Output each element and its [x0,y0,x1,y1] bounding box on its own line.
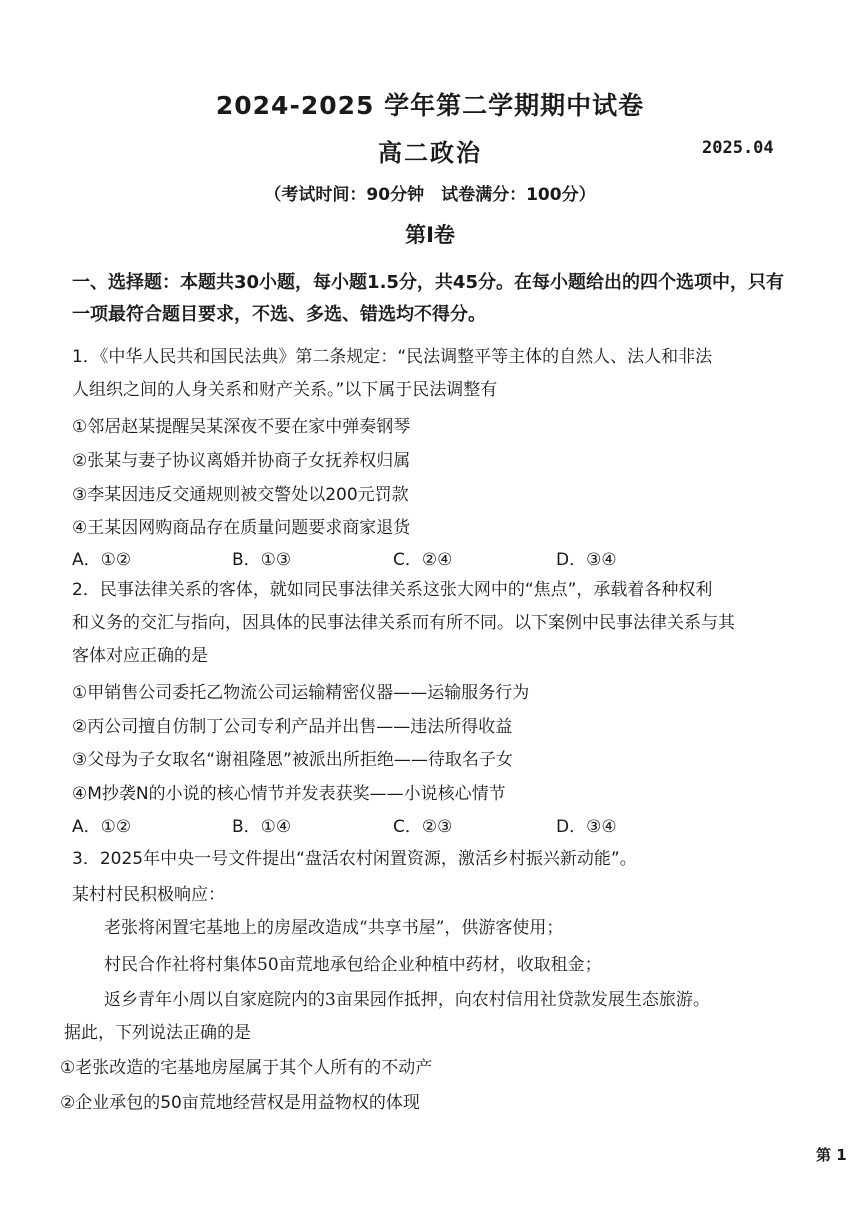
exam-title: 2024-2025 学年第二学期期中试卷 [215,91,645,120]
q2-stem-line-1: 2．民事法律关系的客体，就如同民事法律关系这张大网中的“焦点”，承载着各种权利 [72,580,713,600]
q2-option-b: B．①④ [232,817,292,837]
q3-stem-line-1: 3．2025年中央一号文件提出“盘活农村闲置资源，激活乡村振兴新动能”。 [72,849,637,869]
q1-option-d: D．③④ [556,550,617,570]
q2-item-3: ③父母为子女取名“谢祖隆恩”被派出所拒绝——待取名子女 [72,750,513,770]
q2-item-2: ②丙公司擅自仿制丁公司专利产品并出售——违法所得收益 [72,717,513,737]
q1-item-2: ②张某与妻子协议离婚并协商子女抚养权归属 [72,451,411,471]
section-heading: 一、选择题：本题共30小题，每小题1.5分，共45分。在每小题给出的四个选项中，只有一项最符合题目要求，不选、多选、错选均不得分。 [72,272,784,325]
q1-item-3: ③李某因违反交通规则被交警处以200元罚款 [72,485,409,505]
q1-option-b: B．①③ [232,550,292,570]
q3-stem-line-2: 某村村民积极响应： [72,885,225,905]
q2-item-1: ①甲销售公司委托乙物流公司运输精密仪器——运输服务行为 [72,683,530,703]
q2-option-d: D．③④ [556,817,617,837]
q3-prompt: 据此，下列说法正确的是 [64,1023,251,1043]
page-number: 第 1 [816,1146,847,1164]
q1-option-a: A．①② [72,550,132,570]
q3-material-1: 老张将闲置宅基地上的房屋改造成“共享书屋”，供游客使用； [104,918,564,938]
q2-option-a: A．①② [72,817,132,837]
q1-stem-line-1: 1．《中华人民共和国民法典》第二条规定：“民法调整平等主体的自然人、法人和非法 [72,347,713,367]
exam-info: （考试时间：90分钟 试卷满分：100分） [264,185,596,205]
q3-item-2: ②企业承包的50亩荒地经营权是用益物权的体现 [60,1093,420,1113]
q3-material-3: 返乡青年小周以自家庭院内的3亩果园作抵押，向农村信用社贷款发展生态旅游。 [104,990,710,1010]
q1-stem-line-2: 人组织之间的人身关系和财产关系。”以下属于民法调整有 [72,380,498,400]
part-heading: 第Ⅰ卷 [405,223,455,247]
q2-stem-line-3: 客体对应正确的是 [72,646,208,666]
q2-option-c: C．②③ [393,817,453,837]
q1-option-c: C．②④ [393,550,453,570]
q2-item-4: ④M抄袭N的小说的核心情节并发表获奖——小说核心情节 [72,784,506,804]
q3-material-2: 村民合作社将村集体50亩荒地承包给企业种植中药材，收取租金； [104,955,602,975]
q3-item-1: ①老张改造的宅基地房屋属于其个人所有的不动产 [60,1058,433,1078]
exam-date: 2025.04 [702,138,774,158]
q2-stem-line-2: 和义务的交汇与指向，因具体的民事法律关系而有所不同。以下案例中民事法律关系与其 [72,613,735,633]
q1-item-1: ①邻居赵某提醒吴某深夜不要在家中弹奏钢琴 [72,417,411,437]
q1-item-4: ④王某因网购商品存在质量问题要求商家退货 [72,518,411,538]
subject-title: 高二政治 [378,139,482,167]
